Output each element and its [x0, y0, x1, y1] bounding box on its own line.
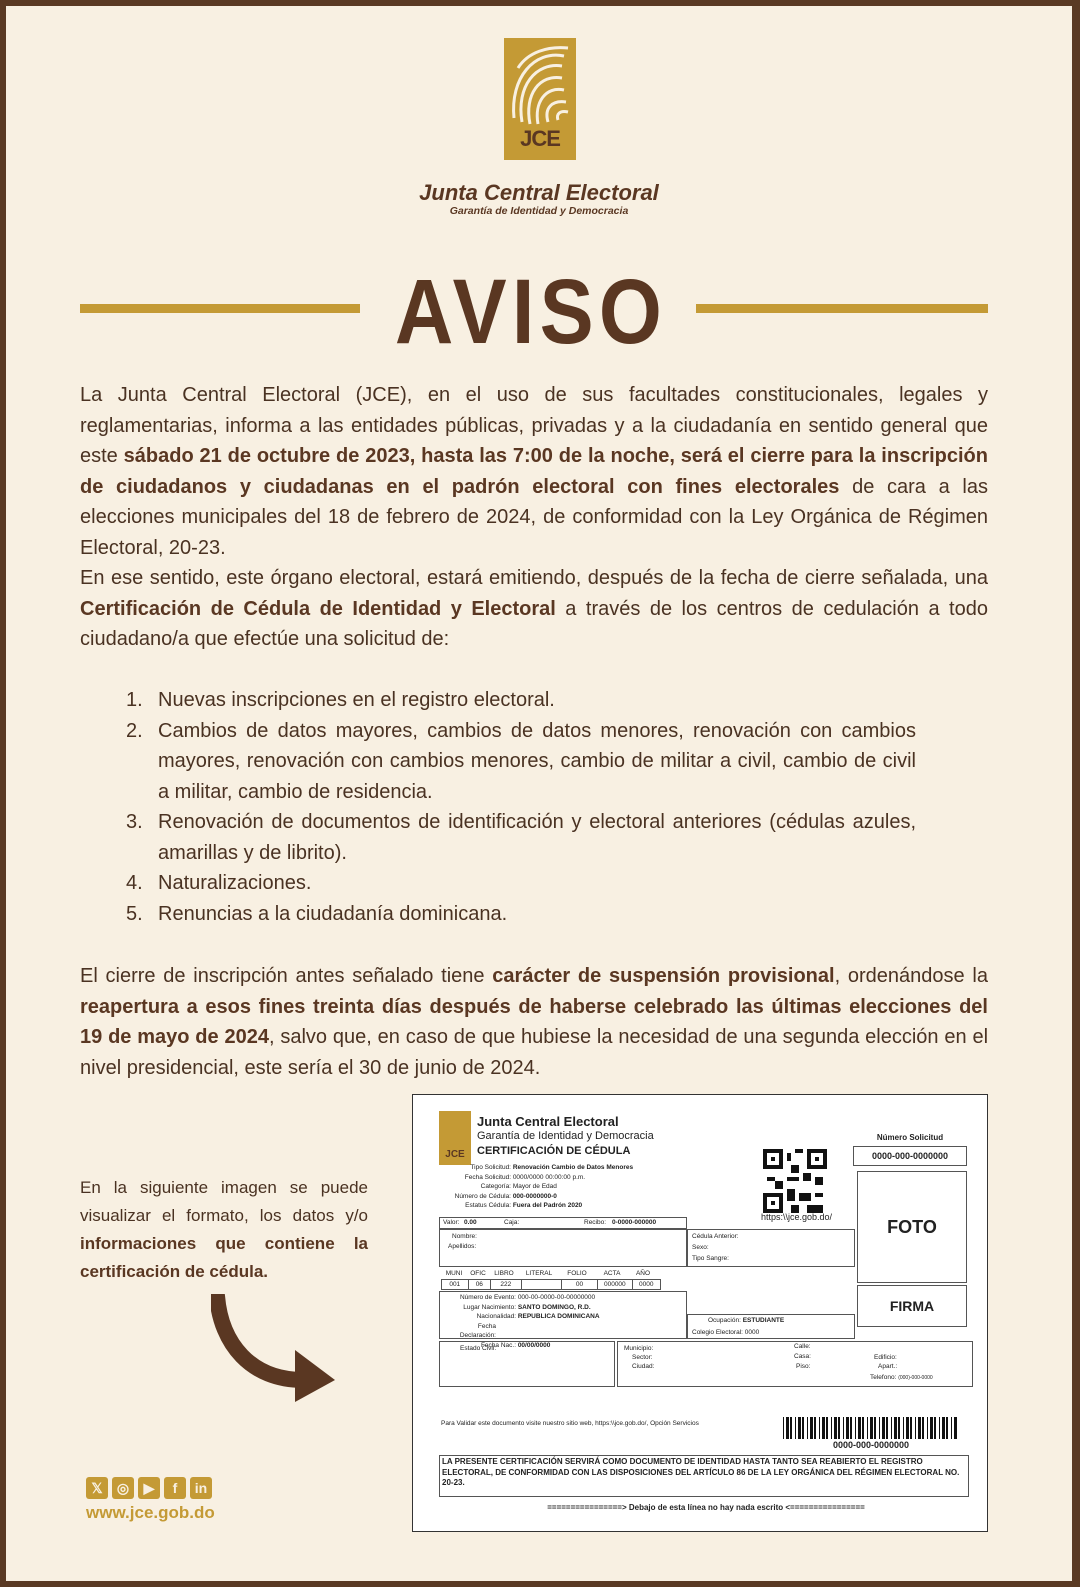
acta-value: 00 — [562, 1280, 598, 1289]
cert-logo — [439, 1111, 471, 1165]
paragraph-1 — [80, 380, 988, 563]
ocupacion-value: ESTUDIANTE — [742, 1317, 785, 1324]
photo-box: FOTO — [857, 1171, 967, 1283]
page-title: AVISO — [394, 261, 668, 363]
telefono-label: Telefono: — [870, 1374, 897, 1381]
tipo-sangre-label: Tipo Sangre: — [692, 1255, 729, 1262]
field-label: Fecha Declaración: — [459, 1322, 496, 1339]
ciudad-label: Ciudad: — [632, 1363, 655, 1370]
paragraph-3-bold-2: reapertura a esos fines treinta días después de haberse celebrado las últimas elecciones del 19 de mayo de 2024 — [80, 995, 988, 1048]
cedula-anterior-label: Cédula Anterior: — [692, 1233, 739, 1240]
piso-label: Piso: — [796, 1363, 811, 1370]
list-item — [126, 807, 916, 868]
list-number: 1. — [126, 689, 143, 711]
paragraph-3-bold-1: carácter de suspensión provisional — [492, 965, 835, 987]
field-label: Categoría: — [480, 1183, 511, 1190]
org-tagline: Garantía de Identidad y Democracia — [449, 205, 629, 217]
paragraph-3 — [80, 961, 988, 1083]
field-value: 00/00/0000 — [517, 1341, 551, 1349]
list-item — [126, 685, 916, 716]
acta-header: LITERAL — [525, 1270, 553, 1277]
acta-values — [441, 1279, 661, 1290]
field-value: REPUBLICA DOMINICANA — [517, 1313, 600, 1320]
paragraph-2-text-end: a través de los centros de cedulación a todo ciudadano/a que efectúe una solicitud de: — [80, 597, 988, 650]
field-value: 000-00-0000-00-00000000 — [517, 1294, 596, 1301]
field-label: Estatus Cédula: — [465, 1202, 511, 1209]
youtube-icon[interactable]: ▶ — [138, 1477, 160, 1499]
paragraph-2-bold: Certificación de Cédula de Identidad y Electoral — [80, 597, 556, 620]
cert-doc-title: CERTIFICACIÓN DE CÉDULA — [477, 1145, 631, 1157]
title-rule-left — [80, 304, 360, 313]
paragraph-3-text: El cierre de inscripción antes señalado tiene — [80, 965, 493, 987]
municipio-label: Municipio: — [624, 1345, 654, 1352]
x-icon[interactable]: 𝕏 — [86, 1477, 108, 1499]
list-number: 4. — [126, 872, 143, 894]
title-rule-right — [696, 304, 988, 313]
paragraph-2-text: En ese sentido, este órgano electoral, estará emitiendo, después de la fecha de cierre señalada, una — [80, 567, 988, 589]
org-name: Junta Central Electoral — [419, 180, 659, 205]
list-text: Renovación de documentos de identificación y electoral anteriores (cédulas azules, amarillas y de librito). — [158, 811, 916, 864]
calle-label: Calle: — [794, 1343, 811, 1350]
list-item — [126, 868, 916, 899]
social-links — [86, 1477, 212, 1499]
acta-value: 001 — [442, 1280, 469, 1289]
valor-value: 0.00 — [464, 1219, 477, 1226]
colegio-value: 0000 — [744, 1329, 760, 1336]
telefono-value: (000)-000-0000 — [898, 1375, 933, 1381]
field-label: Tipo Solicitud: — [470, 1164, 511, 1171]
name-box — [439, 1229, 687, 1267]
field-label: Nacionalidad: — [476, 1313, 516, 1320]
address-box — [617, 1341, 973, 1387]
occupation-box — [687, 1314, 855, 1339]
barcode-icon — [783, 1417, 959, 1439]
field-label: Lugar Nacimiento: — [463, 1303, 516, 1311]
field-label: Fecha Solicitud: — [464, 1173, 511, 1181]
validation-note: Para Validar este documento visite nuestro sitio web, https:\\jce.gob.do/, Opción Servicios — [441, 1420, 699, 1427]
valor-row — [439, 1217, 687, 1229]
colegio-label: Colegio Electoral: — [692, 1329, 743, 1336]
list-text: Cambios de datos mayores, cambios de datos menores, renovación con cambios mayores, renovación con cambios menores, cambio de militar a civil, cambio de civil a militar, cambio de residencia. — [158, 719, 916, 803]
paragraph-1-bold: sábado 21 de octubre de 2023, hasta las 7:00 de la noche, será el cierre para la inscripción de ciudadanos y ciudadanas en el padrón electoral con fines electorales — [80, 445, 988, 498]
apart-label: Apart.: — [878, 1363, 898, 1370]
sexo-label: Sexo: — [692, 1244, 709, 1251]
acta-value: 000000 — [598, 1280, 632, 1289]
sector-label: Sector: — [632, 1354, 653, 1361]
caja-label: Caja: — [504, 1219, 520, 1226]
field-value: Renovación Cambio de Datos Menores — [512, 1164, 634, 1171]
signature-box: FIRMA — [857, 1285, 967, 1327]
list-number: 3. — [126, 811, 143, 833]
acta-value: 222 — [491, 1280, 521, 1289]
cert-org: Junta Central Electoral — [477, 1114, 619, 1129]
acta-value — [522, 1280, 562, 1289]
acta-headers — [441, 1269, 661, 1279]
jce-logo — [504, 38, 576, 160]
instagram-icon[interactable]: ◎ — [112, 1477, 134, 1499]
notice-page — [6, 6, 1072, 1581]
casa-label: Casa: — [794, 1353, 811, 1360]
civil-status-box — [439, 1341, 615, 1387]
list-text: Renuncias a la ciudadanía dominicana. — [158, 902, 508, 925]
paragraph-3-text-end: , salvo que, en caso de que hubiese la necesidad de una segunda elección en el nivel presidencial, este sería el 30 de junio de 2024. — [80, 1026, 989, 1079]
paragraph-3-text-mid: , ordenándose la — [834, 965, 988, 987]
side-note-bold: informaciones que contiene la certificación de cédula. — [80, 1234, 368, 1281]
acta-header: MUNI — [445, 1270, 463, 1277]
paragraph-2 — [80, 563, 988, 655]
certificate-notice: LA PRESENTE CERTIFICACIÓN SERVIRÁ COMO DOCUMENTO DE IDENTIDAD HASTA TANTO SEA REABIERTO EL REGISTRO ELECTORAL, DE CONFORMIDAD CON LAS DISPOSICIONES DEL ARTÍCULO 86 DE LA LEY ORGÁNICA DEL RÉGIMEN ELECTORAL NO. 20-23. — [439, 1455, 969, 1497]
list-item — [126, 899, 916, 930]
cert-logo-text: JCE — [445, 1149, 465, 1160]
recibo-value: 0-0000-000000 — [612, 1219, 657, 1226]
field-label: Número de Evento: — [459, 1294, 516, 1301]
personal-box — [687, 1229, 855, 1267]
acta-header: ACTA — [603, 1270, 621, 1277]
acta-header: AÑO — [635, 1270, 651, 1277]
num-solicitud-label: Número Solicitud — [876, 1133, 944, 1142]
acta-value: 06 — [469, 1280, 492, 1289]
acta-header: LIBRO — [494, 1270, 514, 1277]
field-label: Número de Cédula: — [454, 1192, 511, 1200]
paragraph-1-text: La Junta Central Electoral (JCE), en el uso de sus facultades constitucionales, legales y reglamentarias, informa a las entidades públicas, privadas y a la ciudadanía en sentido general que este — [80, 384, 988, 467]
list-number: 2. — [126, 719, 143, 742]
recibo-label: Recibo: — [584, 1219, 607, 1226]
side-note-text: En la siguiente imagen se puede visualizar el formato, los datos y/o — [80, 1178, 368, 1225]
field-value: 0000/0000 00:00:00 p.m. — [512, 1173, 586, 1181]
field-value: Fuera del Padrón 2020 — [512, 1202, 583, 1209]
field-label: Fecha Nac.: — [480, 1341, 516, 1349]
acta-value: 0000 — [639, 1280, 654, 1288]
ocupacion-label: Ocupación: — [708, 1317, 741, 1324]
acta-header: FOLIO — [567, 1270, 587, 1277]
paragraph-1-text-end: de cara a las elecciones municipales del 18 de febrero de 2024, de conformidad con la Ley Orgánica de Régimen Electoral, 20-23. — [80, 475, 988, 559]
website-link[interactable]: www.jce.gob.do — [86, 1503, 215, 1522]
valor-label: Valor: — [443, 1219, 460, 1226]
field-value: 000-0000000-0 — [512, 1192, 557, 1200]
qr-url: https:\\jce.gob.do/ — [761, 1212, 833, 1222]
bottom-line: ================> Debajo de esta línea no hay nada escrito <================ — [547, 1503, 865, 1512]
list-text: Nuevas inscripciones en el registro electoral. — [158, 689, 555, 711]
fingerprint-icon — [504, 38, 576, 128]
cert-tagline: Garantía de Identidad y Democracia — [477, 1130, 654, 1142]
apellidos-label: Apellidos: — [448, 1243, 477, 1250]
list-item — [126, 716, 916, 808]
nombre-label: Nombre: — [452, 1233, 477, 1240]
acta-table — [441, 1269, 661, 1290]
request-list — [126, 685, 916, 929]
curved-arrow-icon — [211, 1294, 341, 1406]
barcode-number: 0000-000-0000000 — [832, 1440, 910, 1450]
cert-fields-top — [443, 1163, 643, 1211]
num-solicitud-value: 0000-000-0000000 — [853, 1146, 967, 1166]
estado-civil-label: Estado Civil: — [460, 1345, 497, 1352]
edificio-label: Edificio: — [874, 1354, 897, 1361]
field-value: Mayor de Edad — [512, 1183, 557, 1190]
list-number: 5. — [126, 902, 143, 925]
side-note — [80, 1174, 368, 1286]
field-value: SANTO DOMINGO, R.D. — [517, 1303, 591, 1311]
logo-text: JCE — [520, 126, 560, 151]
qr-code-icon — [763, 1149, 827, 1213]
acta-header: OFIC — [470, 1270, 486, 1277]
list-text: Naturalizaciones. — [158, 872, 312, 894]
linkedin-icon[interactable]: in — [190, 1477, 212, 1499]
certificate-sample — [412, 1094, 988, 1532]
facebook-icon[interactable]: f — [164, 1477, 186, 1499]
